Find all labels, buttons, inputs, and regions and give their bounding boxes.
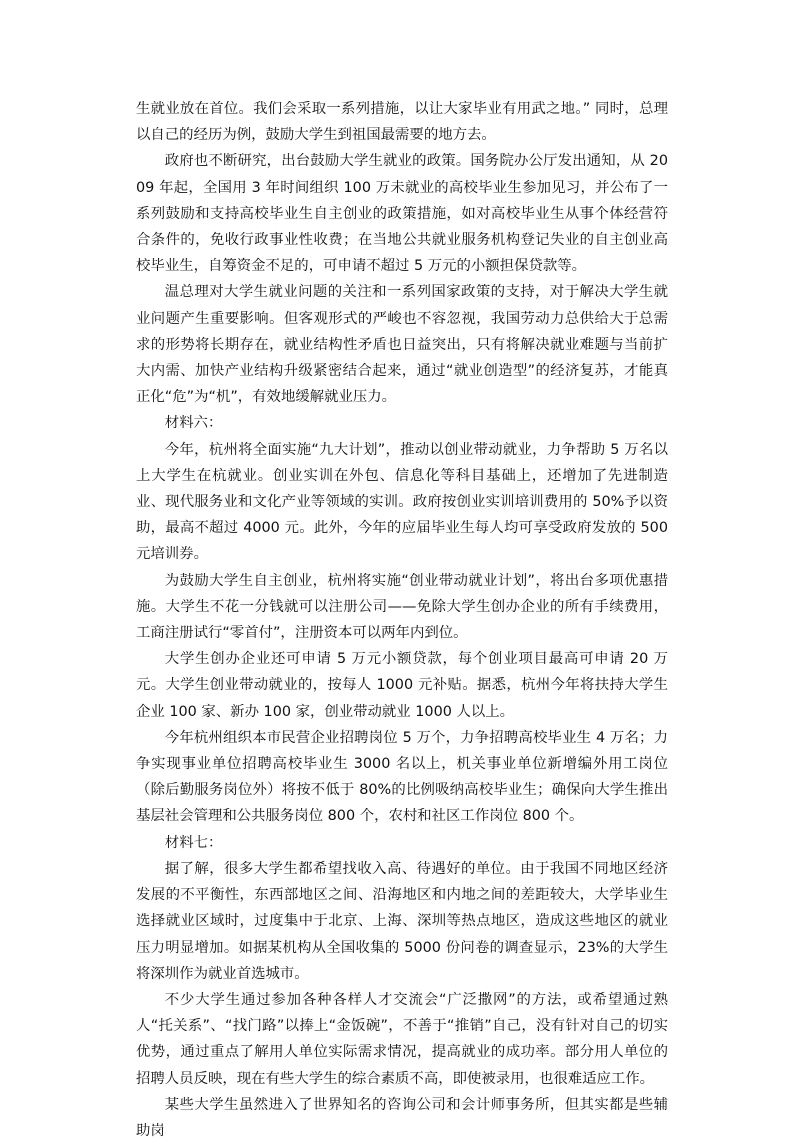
paragraph-job-seeking-methods: 不少大学生通过参加各种各样人才交流会“广泛撒网”的方法，或希望通过熟人“托关系”、“找门路”以捧上“金饭碗”，不善于“推销”自己，没有针对自己的切实优势，通过重点了解用人单位实际需求情况，提高就业的成功率。部分用人单位的招聘人员反映，现在有些大学生的综合素质不高，即使被录用，也很难适应工作。: [136, 991, 668, 1087]
paragraph-continuation: 生就业放在首位。我们会采取一系列措施，以让大家毕业有用武之地。” 同时，总理以自己的经历为例，鼓励大学生到祖国最需要的地方去。: [136, 101, 668, 144]
section-heading-material-six: 材料六：: [164, 415, 223, 432]
section-heading-material-seven: 材料七：: [164, 834, 223, 851]
paragraph-regional-imbalance: 据了解，很多大学生都希望找收入高、待遇好的单位。由于我国不同地区经济发展的不平衡性，东西部地区之间、沿海地区和内地之间的差距较大，大学毕业生选择就业区域时，过度集中于北京、上海、深圳等热点地区，造成这些地区的就业压力明显增加。如据某机构从全国收集的 5000 份问卷的调查显示，23%的大学生将深圳作为就业首选城市。: [136, 860, 668, 982]
paragraph-startup-loans: 大学生创办企业还可申请 5 万元小额贷款，每个创业项目最高可申请 20 万元。大学生创业带动就业的，按每人 1000 元补贴。据悉，杭州今年将扶持大学生企业 100 家、新办 100 家，创业带动就业 1000 人以上。: [136, 651, 668, 720]
paragraph-government-policy: 政府也不断研究，出台鼓励大学生就业的政策。国务院办公厅发出通知，从 2009 年起，全国用 3 年时间组织 100 万未就业的高校毕业生参加见习，并公布了一系列鼓励和支持高校毕业生自主创业的政策措施，如对高校毕业生从事个体经营符合条件的，免收行政事业性收费；在当地公共就业服务机构登记失业的自主创业高校毕业生，自筹资金不足的，可申请不超过 5 万元的小额担保贷款等。: [136, 153, 668, 275]
paragraph-recruitment-positions: 今年杭州组织本市民营企业招聘岗位 5 万个，力争招聘高校毕业生 4 万名；力争实现事业单位招聘高校毕业生 3000 名以上，机关事业单位新增编外用工岗位（除后勤服务岗位外）将按不低于 80%的比例吸纳高校毕业生；确保向大学生推出基层社会管理和公共服务岗位 800 个，农村和社区工作岗位 800 个。: [136, 729, 668, 825]
document-body: [136, 96, 668, 1144]
paragraph-auxiliary-positions: 某些大学生虽然进入了世界知名的咨询公司和会计师事务所，但其实都是些辅助岗: [136, 1096, 668, 1139]
paragraph-hangzhou-nine-plans: 今年，杭州将全面实施“九大计划”，推动以创业带动就业，力争帮助 5 万名以上大学生在杭就业。创业实训在外包、信息化等科目基础上，还增加了先进制造业、现代服务业和文化产业等领域的实训。政府按创业实训培训费用的 50%予以资助，最高不超过 4000 元。此外，今年的应届毕业生每人均可享受政府发放的 500 元培训券。: [136, 441, 668, 563]
paragraph-premier-attention: 温总理对大学生就业问题的关注和一系列国家政策的支持，对于解决大学生就业问题产生重要影响。但客观形式的严峻也不容忽视，我国劳动力总供给大于总需求的形势将长期存在，就业结构性矛盾也日益突出，只有将解决就业难题与当前扩大内需、加快产业结构升级紧密结合起来，通过“就业创造型”的经济复苏，才能真正化“危”为“机”，有效地缓解就业压力。: [136, 284, 668, 406]
paragraph-startup-incentives: 为鼓励大学生自主创业，杭州将实施“创业带动就业计划”，将出台多项优惠措施。大学生不花一分钱就可以注册公司——免除大学生创办企业的所有手续费用，工商注册试行“零首付”，注册资本可以两年内到位。: [136, 572, 668, 642]
